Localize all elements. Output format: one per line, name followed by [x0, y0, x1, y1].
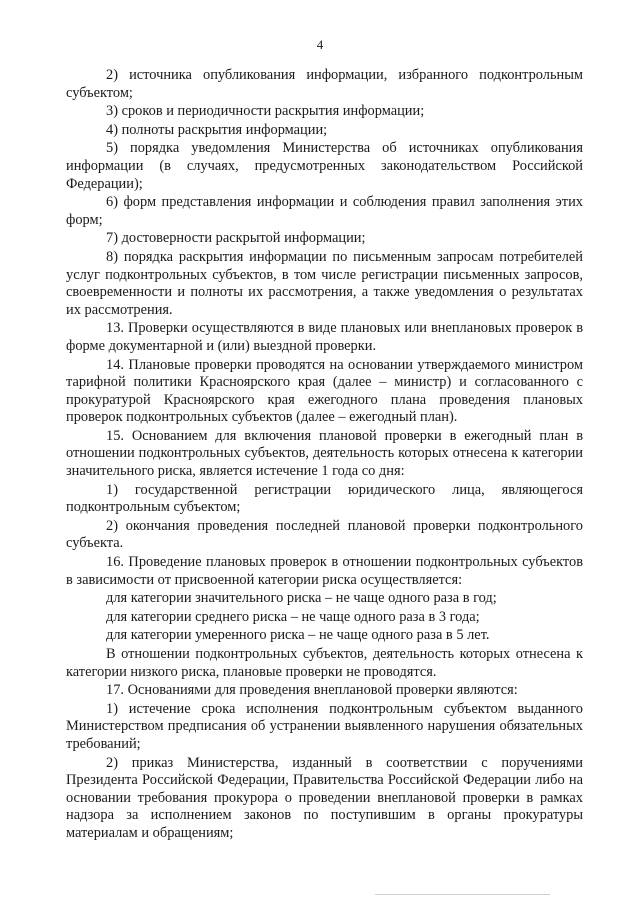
paragraph: 6) форм представления информации и соблюдения правил заполнения этих форм;	[66, 194, 583, 228]
page-number: 4	[316, 37, 324, 52]
paragraph: 16. Проведение плановых проверок в отношении подконтрольных субъектов в зависимости от присвоенной категории риска осуществляется:	[66, 554, 583, 588]
paragraph: 2) приказ Министерства, изданный в соответствии с поручениями Президента Российской Федерации, Правительства Российской Федерации либо на основании требования прокурора о проведении внеплановой проверки в рамках надзора за исполнением законов по поступившим в органы прокуратуры материалам и обращениям;	[66, 754, 583, 841]
paragraph: для категории значительного риска – не чаще одного раза в год;	[106, 590, 497, 607]
paragraph: для категории умеренного риска – не чаще одного раза в 5 лет.	[106, 627, 490, 644]
paragraph: 15. Основанием для включения плановой проверки в ежегодный план в отношении подконтрольных субъектов, деятельность которых отнесена к категории значительного риска, является истечение 1 года со дня:	[66, 427, 583, 480]
document-body	[66, 67, 583, 843]
paragraph: 17. Основаниями для проведения внеплановой проверки являются:	[106, 682, 518, 699]
paragraph: 1) государственной регистрации юридического лица, являющегося подконтрольным субъектом;	[66, 481, 583, 516]
paragraph: 2) источника опубликования информации, избранного подконтрольным субъектом;	[66, 67, 583, 101]
paragraph: 7) достоверности раскрытой информации;	[106, 230, 366, 247]
paragraph: 14. Плановые проверки проводятся на основании утверждаемого министром тарифной политики Красноярского края (далее – министр) и согласованного с прокуратурой Красноярского края ежегодного плана проведения плановых проверок подконтрольных субъектов (далее – ежегодный план).	[66, 356, 583, 426]
paragraph: 3) сроков и периодичности раскрытия информации;	[106, 103, 425, 120]
paragraph: 13. Проверки осуществляются в виде плановых или внеплановых проверок в форме документарной и (или) выездной проверки.	[66, 320, 583, 354]
paragraph: для категории среднего риска – не чаще одного раза в 3 года;	[106, 608, 480, 625]
paragraph: 5) порядка уведомления Министерства об источниках опубликования информации (в случаях, предусмотренных законодательством Российской Федерации);	[66, 140, 583, 192]
paragraph: 2) окончания проведения последней плановой проверки подконтрольного субъекта.	[66, 517, 583, 552]
paragraph: 8) порядка раскрытия информации по письменным запросам потребителей услуг подконтрольных субъектов, в том числе регистрации письменных запросов, своевременности и полноты их рассмотрения, а также уведомления о результатах их рассмотрения.	[66, 248, 583, 318]
paragraph: 4) полноты раскрытия информации;	[106, 121, 328, 138]
paragraph: 1) истечение срока исполнения подконтрольным субъектом выданного Министерством предписания об устранении выявленного нарушения обязательных требований;	[66, 700, 583, 752]
paragraph: В отношении подконтрольных субъектов, деятельность которых отнесена к категории низкого риска, плановые проверки не проводятся.	[66, 646, 583, 680]
scan-edge-line	[375, 894, 550, 895]
